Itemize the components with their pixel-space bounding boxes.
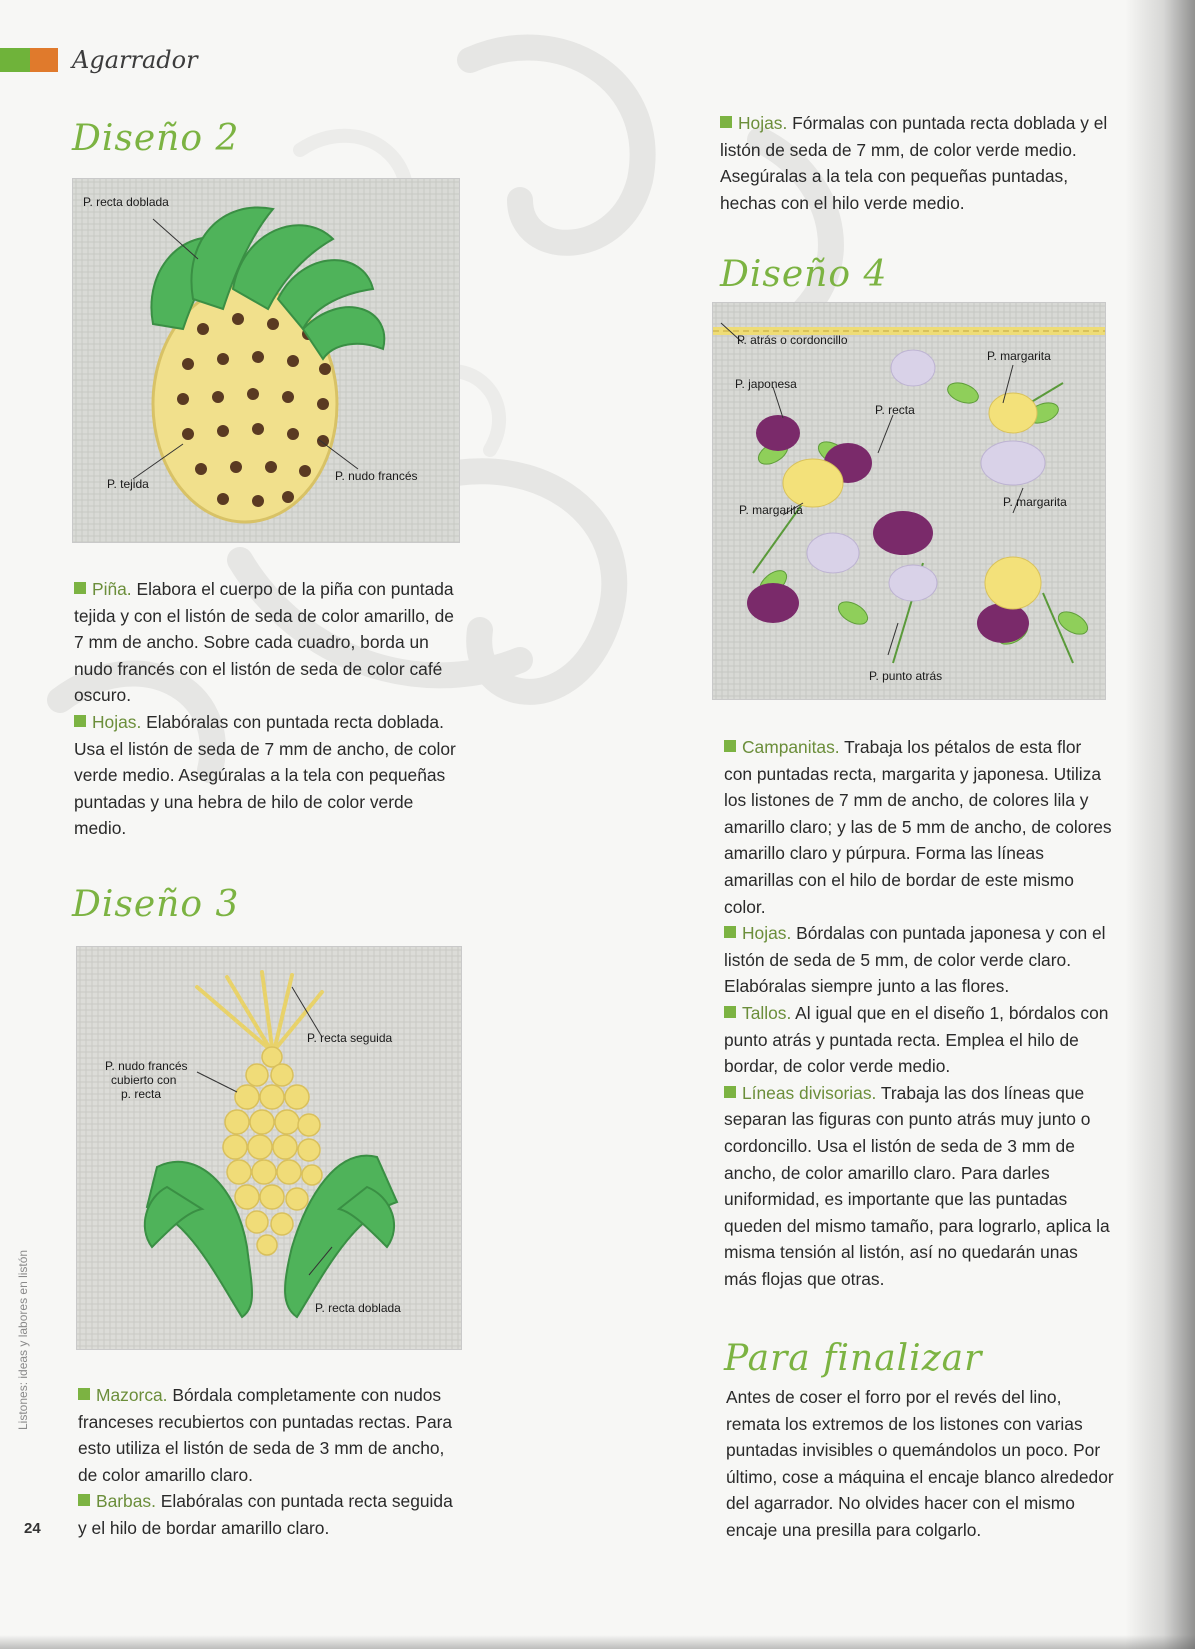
diseno4-description: [724, 734, 1114, 1292]
bullet-square: [724, 740, 736, 752]
diseno2-photo-pineapple: [72, 178, 460, 543]
diseno3-photo-corn: [76, 946, 462, 1350]
page-number: 24: [24, 1520, 41, 1537]
diseno3-label-nudo-frances: P. nudo francés: [105, 1059, 188, 1073]
diseno2-label-nudo-frances: P. nudo francés: [335, 469, 418, 483]
diseno4-label-margarita-left: P. margarita: [739, 503, 803, 517]
paragraph-hojas-intro: Hojas. Fórmalas con puntada recta doblada y el listón de seda de 7 mm, de color verde medio. Asegúralas a la tela con pequeñas puntadas, hechas con el hilo verde medio.: [720, 113, 1108, 213]
section-color-tag: [0, 48, 64, 72]
diseno4-label-punto-atras: P. punto atrás: [869, 669, 943, 683]
bullet-square: [724, 1006, 736, 1018]
bullet-square: [78, 1388, 90, 1400]
diseno3-title: Diseño 3: [72, 884, 240, 925]
diseno2-label-tejida: P. tejida: [107, 477, 149, 491]
paragraph-hojas: Hojas. Elabóralas con puntada recta doblada. Usa el listón de seda de 7 mm de ancho, de color verde medio. Asegúralas a la tela con pequeñas puntadas y una hebra de hilo de color verde medio.: [74, 711, 456, 839]
paragraph-hojas-4: Hojas. Bórdalas con puntada japonesa y con el listón de seda de 5 mm, de color verde claro. Elabóralas siempre junto a las flores.: [724, 923, 1106, 997]
bullet-square: [74, 582, 86, 594]
diseno4-label-margarita-top: P. margarita: [987, 349, 1051, 363]
bullet-square: [74, 715, 86, 727]
paragraph-lineas-divisorias: Líneas divisorias. Trabaja las dos líneas que separan las figuras con punto atrás muy junto o cordoncillo. Usa el listón de seda de 3 mm de ancho, de color amarillo claro. Para darles uniformidad, es importante que las puntadas queden del mismo tamaño, para lograrlo, aplica la misma tensión al listón, así no quedarán unas más flojas que otras.: [724, 1082, 1110, 1289]
diseno4-photo-flowers: [712, 302, 1106, 700]
sidebar-publication-title: Listones: ideas y labores en listón: [16, 1249, 30, 1430]
paragraph-mazorca: Mazorca. Bórdala completamente con nudos franceses recubiertos con puntadas rectas. Para esto utiliza el listón de seda de 3 mm de ancho, de color amarillo claro.: [78, 1385, 453, 1485]
para-finalizar-title: Para finalizar: [724, 1338, 983, 1379]
diseno4-title: Diseño 4: [720, 254, 888, 295]
paragraph-campanitas: Campanitas. Trabaja los pétalos de esta flor con puntadas recta, margarita y japonesa. Utiliza los listones de 7 mm de ancho, de colores lila y amarillo claro; y las de 5 mm de ancho, de colores amarillo claro y púrpura. Forma las líneas amarillas con el hilo de bordar de este mismo color.: [724, 737, 1112, 917]
hojas-intro: [720, 110, 1112, 216]
diseno4-label-margarita-right: P. margarita: [1003, 495, 1067, 509]
para-finalizar-text: Antes de coser el forro por el revés del lino, remata los extremos de los listones con varias puntadas invisibles o quemándolos un poco. Por último, cose a máquina el encaje blanco alrededor del agarrador. No olvides hacer con el mismo encaje una presilla para colgarlo.: [726, 1387, 1114, 1540]
page-bottom-shadow: [0, 1635, 1195, 1649]
diseno3-description: [78, 1382, 464, 1542]
page-binding-shadow: [1125, 0, 1195, 1649]
bullet-square: [720, 116, 732, 128]
section-label: Agarrador: [72, 46, 198, 74]
diseno4-label-cordoncillo: P. atrás o cordoncillo: [737, 333, 848, 347]
paragraph-tallos: Tallos. Al igual que en el diseño 1, bórdalos con punto atrás y puntada recta. Emplea el hilo de bordar, de color verde medio.: [724, 1002, 1109, 1077]
diseno4-label-recta: P. recta: [875, 403, 915, 417]
bullet-square: [78, 1494, 90, 1506]
diseno2-description: [74, 576, 462, 842]
bullet-square: [724, 926, 736, 938]
diseno3-label-recta-doblada: P. recta doblada: [315, 1301, 401, 1315]
paragraph-barbas: Barbas. Elabóralas con puntada recta seguida y el hilo de bordar amarillo claro.: [78, 1491, 453, 1538]
diseno2-title: Diseño 2: [72, 118, 240, 159]
paragraph-pina: Piña. Elabora el cuerpo de la piña con puntada tejida y con el listón de seda de color amarillo, de 7 mm de ancho. Sobre cada cuadro, borda un nudo francés con el listón de seda de color café oscuro.: [74, 579, 454, 706]
diseno3-label-p-recta: p. recta: [121, 1087, 162, 1101]
diseno4-label-japonesa: P. japonesa: [735, 377, 797, 391]
diseno3-label-recta-seguida: P. recta seguida: [307, 1031, 393, 1045]
diseno2-label-recta-doblada: P. recta doblada: [83, 195, 169, 209]
diseno3-label-cubierto-con: cubierto con: [111, 1073, 177, 1087]
bullet-square: [724, 1086, 736, 1098]
